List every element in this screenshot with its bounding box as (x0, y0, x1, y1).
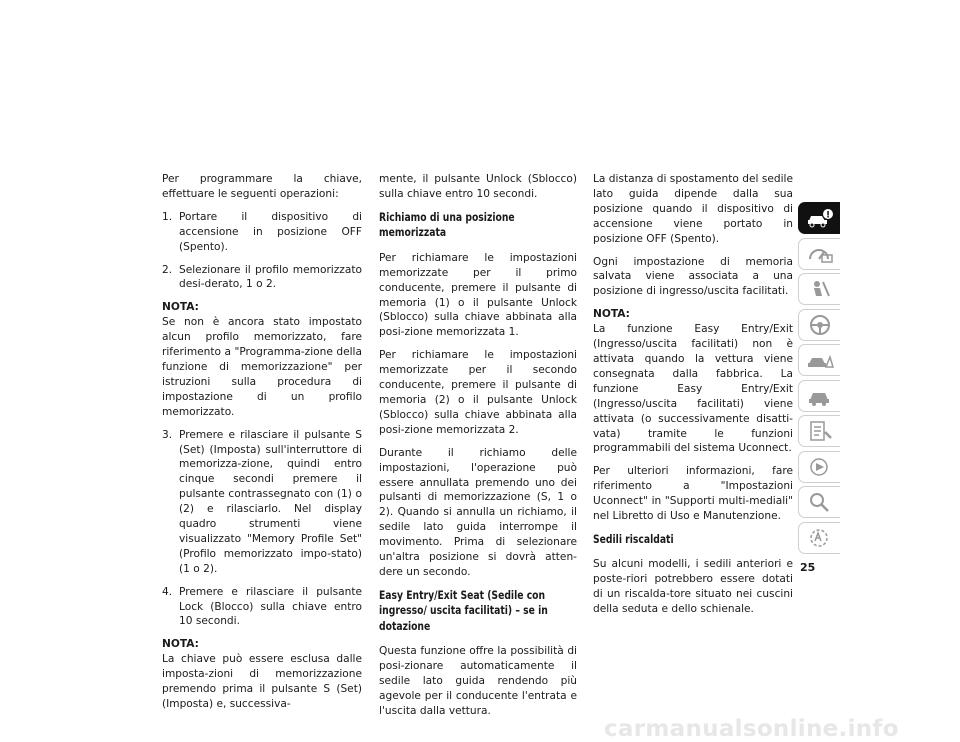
car-info-icon (806, 207, 834, 229)
intro-paragraph: Per programmare la chiave, effettuare le seguenti operazioni: (162, 173, 362, 200)
tab-steering[interactable] (798, 309, 840, 341)
note-text: La funzione Easy Entry/Exit (Ingresso/uscita facilitati) non è attivata quando la vettura viene consegnata dalla fabbrica. La funzione Easy Entry/Exit (Ingresso/uscita facilitati) viene attivata (o successivamente disatti-vata) tramite le funzioni programmabili del sistema Uconnect. (593, 323, 793, 455)
list-item: 4. Premere e rilasciare il pulsante Lock (Blocco) sulla chiave entro 10 secondi. (162, 585, 362, 628)
note-label: NOTA: (593, 308, 630, 321)
paragraph: La distanza di spostamento del sedile lato guida dipende dalla sua posizione quando il dispositivo di accensione viene portato in posizione OFF (Spento). (593, 173, 793, 245)
dashboard-warning-icon (806, 243, 834, 265)
section-heading: Easy Entry/Exit Seat (Sedile con ingresso/ uscita facilitati) – se in dotazione (379, 587, 548, 633)
note-block (162, 300, 362, 419)
watermark: carmanualsonline.info (604, 716, 899, 742)
list-item: 1. Portare il dispositivo di accensione in posizione OFF (Spento). (162, 210, 362, 253)
tab-dashboard-warning[interactable] (798, 238, 840, 270)
steps-list (162, 210, 362, 293)
tab-car-info[interactable] (798, 202, 840, 234)
tab-roadside[interactable] (798, 344, 840, 376)
tab-search[interactable] (798, 486, 840, 518)
paragraph: Durante il richiamo delle impostazioni, l'operazione può essere annullata premendo uno dei pulsanti di memorizzazione (S, 1 o 2). Quando si annulla un richiamo, il sedile lato guida interrompe il movimento. Prima di selezionare un'altra posizione si dovrà atten-dere un secondo. (379, 446, 577, 578)
tab-languages[interactable] (798, 522, 840, 554)
section-heading: Sedili riscaldati (593, 531, 674, 546)
steps-list-continued (162, 428, 362, 630)
page-number: 25 (800, 561, 816, 574)
languages-icon (806, 527, 834, 549)
paragraph: Per richiamare le impostazioni memorizzate per il secondo conducente, premere il pulsante di memoria (2) o il pulsante Unlock (Sblocco) sulla chiave abbinata alla posi-zione memorizzata 2. (379, 349, 577, 436)
search-index-icon (806, 491, 834, 513)
column-right (593, 172, 793, 625)
tab-maintenance[interactable] (798, 415, 840, 447)
roadside-emergency-icon (806, 349, 834, 371)
column-middle (379, 172, 577, 727)
column-left (162, 172, 362, 720)
list-item: 2. Selezionare il profilo memorizzato desi-derato, 1 o 2. (162, 263, 362, 291)
tab-car-service[interactable] (798, 380, 840, 412)
note-text: Se non è ancora stato impostato alcun profilo memorizzato, fare riferimento a "Programma-zione della funzione di memorizzazione" per istruzioni sulla procedura di impostazione di un profilo memorizzato. (162, 316, 362, 418)
maintenance-list-icon (806, 420, 834, 442)
tab-multimedia[interactable] (798, 451, 840, 483)
note-block (593, 307, 793, 456)
note-text: La chiave può essere esclusa dalle imposta-zioni di memorizzazione premendo prima il pulsante S (Set) (Imposta) e, successiva- (162, 653, 362, 710)
paragraph: Questa funzione offre la possibilità di posi-zionare automaticamente il sedile lato guida rendendo più agevole per il conducente l'entrata e l'uscita dalla vettura. (379, 645, 577, 717)
paragraph: Su alcuni modelli, i sedili anteriori e poste-riori potrebbero essere dotati di un riscalda-tore situato nei cuscini della seduta e dello schienale. (593, 558, 793, 616)
paragraph: Per ulteriori informazioni, fare riferimento a "Impostazioni Uconnect" in "Supporti multi-mediali" nel Libretto di Uso e Manutenzione. (593, 465, 793, 523)
car-service-icon (806, 385, 834, 407)
note-block (162, 637, 362, 712)
steering-wheel-icon (806, 314, 834, 336)
paragraph: mente, il pulsante Unlock (Sblocco) sulla chiave entro 10 secondi. (379, 173, 577, 200)
paragraph: Ogni impostazione di memoria salvata viene associata a una posizione di ingresso/uscita facilitati. (593, 255, 793, 298)
paragraph: Per richiamare le impostazioni memorizzate per il primo conducente, premere il pulsante di memoria (1) o il pulsante Unlock (Sblocco) sulla chiave abbinata alla posi-zione memorizzata 1. (379, 251, 577, 339)
tab-safety[interactable] (798, 273, 840, 305)
section-heading: Richiamo di una posizione memorizzata (379, 209, 515, 240)
multimedia-icon (806, 456, 834, 478)
safety-airbag-icon (806, 278, 834, 300)
note-label: NOTA: (162, 301, 199, 314)
chapter-tabs (798, 202, 842, 557)
list-item: 3. Premere e rilasciare il pulsante S (Set) (Imposta) sull'interruttore di memorizza-zione, quindi entro cinque secondi premere il pulsante contrassegnato con (1) o (2) e rilasciarlo. Nel display quadro strumenti viene visualizzato "Memory Profile Set" (Profilo memorizzato impo-stato) (1 o 2). (162, 428, 362, 575)
note-label: NOTA: (162, 638, 199, 651)
